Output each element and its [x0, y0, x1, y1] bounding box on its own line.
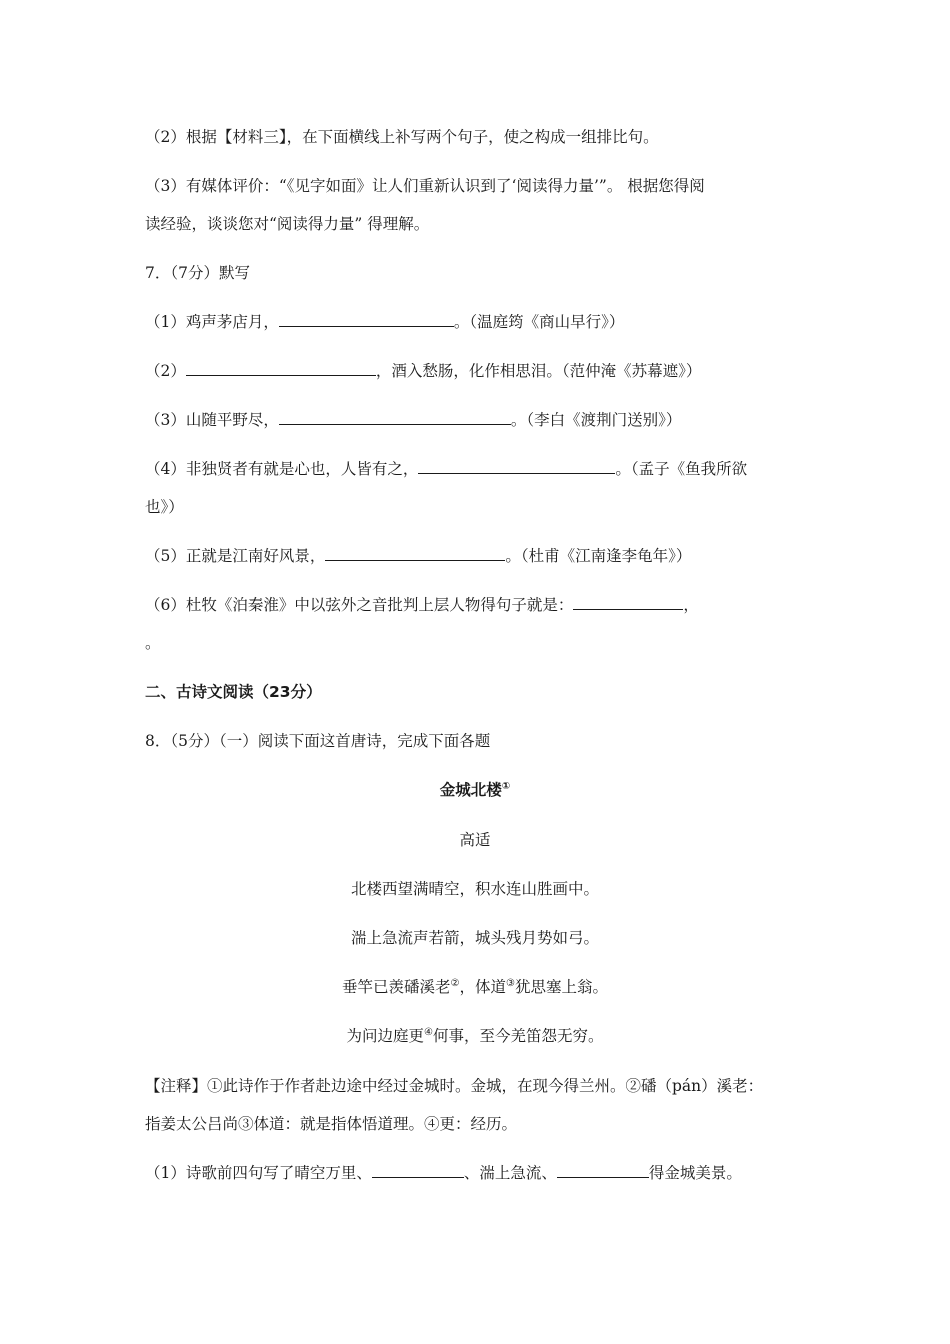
- answer-blank[interactable]: [325, 545, 505, 561]
- answer-blank[interactable]: [279, 311, 454, 327]
- q7-title: 7．（7分）默写: [145, 264, 250, 282]
- q7-item-6-line2: 。: [145, 634, 161, 652]
- poem-author: 高适: [459, 831, 491, 849]
- poem-line-3-a: 垂竿已羡磻溪老: [342, 978, 451, 996]
- poem-title-note: ①: [501, 780, 511, 792]
- footnote-mark: ②: [450, 977, 460, 989]
- q7-item-4: [145, 458, 747, 480]
- poem-line-4-a: 为问边庭更: [346, 1027, 425, 1045]
- poem-line-3: [0, 976, 950, 998]
- q7-item-3-prefix: （3）山随平野尽，: [145, 411, 279, 429]
- q7-item-1: [145, 311, 624, 333]
- poem-line-2: 湍上急流声若箭，城头残月势如弓。: [350, 929, 599, 947]
- q7-item-5-source: 。（杜甫《江南逢李龟年》）: [505, 547, 692, 565]
- q8-sub1-suffix: 得金城美景。: [648, 1164, 742, 1182]
- answer-blank[interactable]: [573, 594, 683, 610]
- poem-notes-line1: 【注释】①此诗作于作者赴边途中经过金城时。金城，在现今得兰州。②磻（pán）溪老：: [145, 1077, 764, 1095]
- q7-item-2-prefix: （2）: [145, 362, 186, 380]
- answer-blank[interactable]: [279, 409, 511, 425]
- q8-subquestion-1: [145, 1162, 742, 1184]
- q8-intro: 8．（5分）（一）阅读下面这首唐诗，完成下面各题: [145, 732, 491, 750]
- q7-item-3: [145, 409, 681, 431]
- answer-blank[interactable]: [372, 1162, 464, 1178]
- section-heading: 二、古诗文阅读（23分）: [145, 683, 322, 701]
- q6-item-3-line2: 读经验，谈谈您对“阅读得力量” 得理解。: [145, 215, 430, 233]
- q7-item-6: [145, 594, 699, 616]
- poem-line-3-b: ，体道: [459, 978, 506, 996]
- poem-line-1: 北楼西望满晴空，积水连山胜画中。: [350, 880, 599, 898]
- poem-line-4: [0, 1025, 950, 1047]
- q8-sub1-middle: 、湍上急流、: [463, 1164, 557, 1182]
- q7-item-5: [145, 545, 691, 567]
- poem-line-4-b: 何事，至今羌笛怨无穷。: [432, 1027, 604, 1045]
- q7-item-6-end: ，: [683, 596, 699, 614]
- q7-item-6-prefix: （6）杜牧《泊秦淮》中以弦外之音批判上层人物得句子就是：: [145, 596, 574, 614]
- q7-item-5-prefix: （5）正就是江南好风景，: [145, 547, 326, 565]
- poem-title: [0, 779, 950, 801]
- q7-item-4-line2: 也》）: [145, 498, 184, 516]
- q7-item-4-source: 。（孟子《鱼我所欲: [615, 460, 748, 478]
- q6-item-2: （2）根据【材料三】，在下面横线上补写两个句子，使之构成一组排比句。: [145, 128, 659, 146]
- q7-item-4-prefix: （4）非独贤者有就是心也，人皆有之，: [145, 460, 419, 478]
- poem-title-text: 金城北楼: [439, 781, 502, 799]
- q7-item-3-source: 。（李白《渡荆门送别》）: [510, 411, 682, 429]
- q8-sub1-prefix: （1）诗歌前四句写了晴空万里、: [145, 1164, 372, 1182]
- answer-blank[interactable]: [418, 458, 615, 474]
- answer-blank[interactable]: [186, 360, 376, 376]
- q7-item-2-source: ，酒入愁肠，化作相思泪。（范仲淹《苏幕遮》）: [375, 362, 702, 380]
- poem-line-3-c: 犹思塞上翁。: [514, 978, 608, 996]
- q7-item-1-source: 。（温庭筠《商山早行》）: [453, 313, 625, 331]
- footnote-mark: ③: [506, 977, 515, 989]
- q7-item-2: [145, 360, 701, 382]
- q6-item-3-line1: （3）有媒体评价：“《见字如面》让人们重新认识到了‘阅读得力量’”。 根据您得阅: [145, 177, 705, 195]
- poem-notes-line2: 指姜太公吕尚③体道：就是指体悟道理。④更：经历。: [145, 1115, 518, 1133]
- answer-blank[interactable]: [557, 1162, 649, 1178]
- footnote-mark: ④: [424, 1026, 433, 1038]
- q7-item-1-prefix: （1）鸡声茅店月，: [145, 313, 279, 331]
